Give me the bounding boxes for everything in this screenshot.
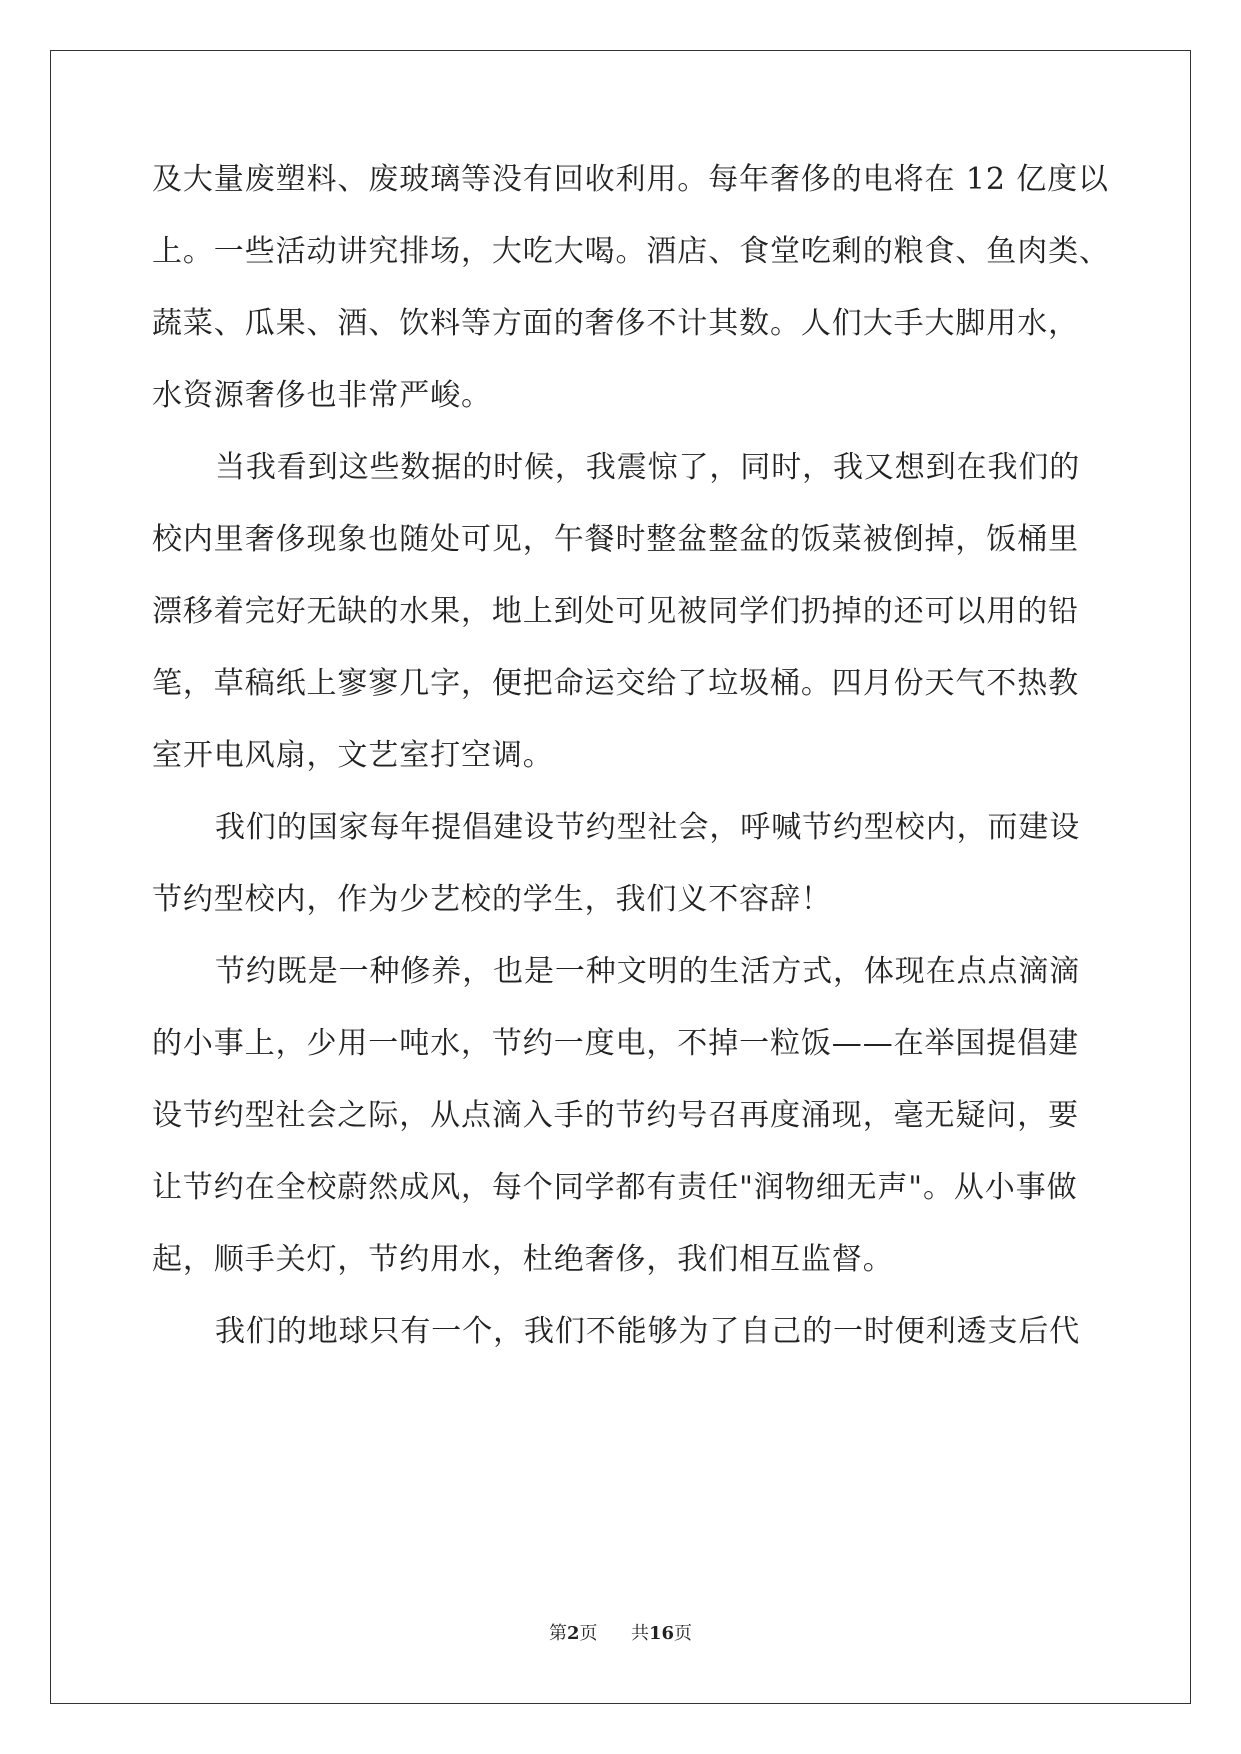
text-line: 笔，草稿纸上寥寥几字，便把命运交给了垃圾桶。四月份天气不热教 (152, 666, 1079, 701)
page-suffix: 页 (579, 1623, 598, 1644)
text-line: 漂移着完好无缺的水果，地上到处可见被同学们扔掉的还可以用的铅 (152, 594, 1079, 629)
text-line: 校内里奢侈现象也随处可见，午餐时整盆整盆的饭菜被倒掉，饭桶里 (152, 522, 1079, 557)
paragraph-first-line: 节约既是一种修养，也是一种文明的生活方式，体现在点点滴滴 (215, 954, 1081, 989)
text-line: 节约型校内，作为少艺校的学生，我们义不容辞！ (152, 882, 832, 917)
text-line: 上。一些活动讲究排场，大吃大喝。酒店、食堂吃剩的粮食、鱼肉类、 (152, 234, 1110, 269)
text-line: 水资源奢侈也非常严峻。 (152, 378, 492, 413)
page-number: 2 (566, 1623, 580, 1644)
text-line: 室开电风扇，文艺室打空调。 (152, 738, 554, 773)
paragraph-first-line: 当我看到这些数据的时候，我震惊了，同时，我又想到在我们的 (215, 450, 1081, 485)
total-prefix: 共 (630, 1623, 649, 1644)
total-pages-indicator (631, 1622, 692, 1646)
text-line: 设节约型社会之际，从点滴入手的节约号召再度涌现，毫无疑问，要 (152, 1098, 1079, 1133)
page-footer (0, 1622, 1241, 1646)
page-border (50, 50, 1191, 1704)
text-line: 起，顺手关灯，节约用水，杜绝奢侈，我们相互监督。 (152, 1242, 894, 1277)
text-line: 让节约在全校蔚然成风，每个同学都有责任"润物细无声"。从小事做 (152, 1170, 1078, 1205)
page-prefix: 第 (548, 1623, 567, 1644)
text-line: 的小事上，少用一吨水，节约一度电，不掉一粒饭——在举国提倡建 (152, 1026, 1079, 1061)
text-line: 及大量废塑料、废玻璃等没有回收利用。每年奢侈的电将在 12 亿度以 (152, 162, 1109, 197)
total-suffix: 页 (674, 1623, 693, 1644)
text-line: 蔬菜、瓜果、酒、饮料等方面的奢侈不计其数。人们大手大脚用水， (152, 306, 1079, 341)
total-pages-number: 16 (648, 1623, 675, 1644)
page-indicator (549, 1622, 598, 1646)
paragraph-first-line: 我们的地球只有一个，我们不能够为了自己的一时便利透支后代 (215, 1314, 1081, 1349)
paragraph-first-line: 我们的国家每年提倡建设节约型社会，呼喊节约型校内，而建设 (215, 810, 1081, 845)
